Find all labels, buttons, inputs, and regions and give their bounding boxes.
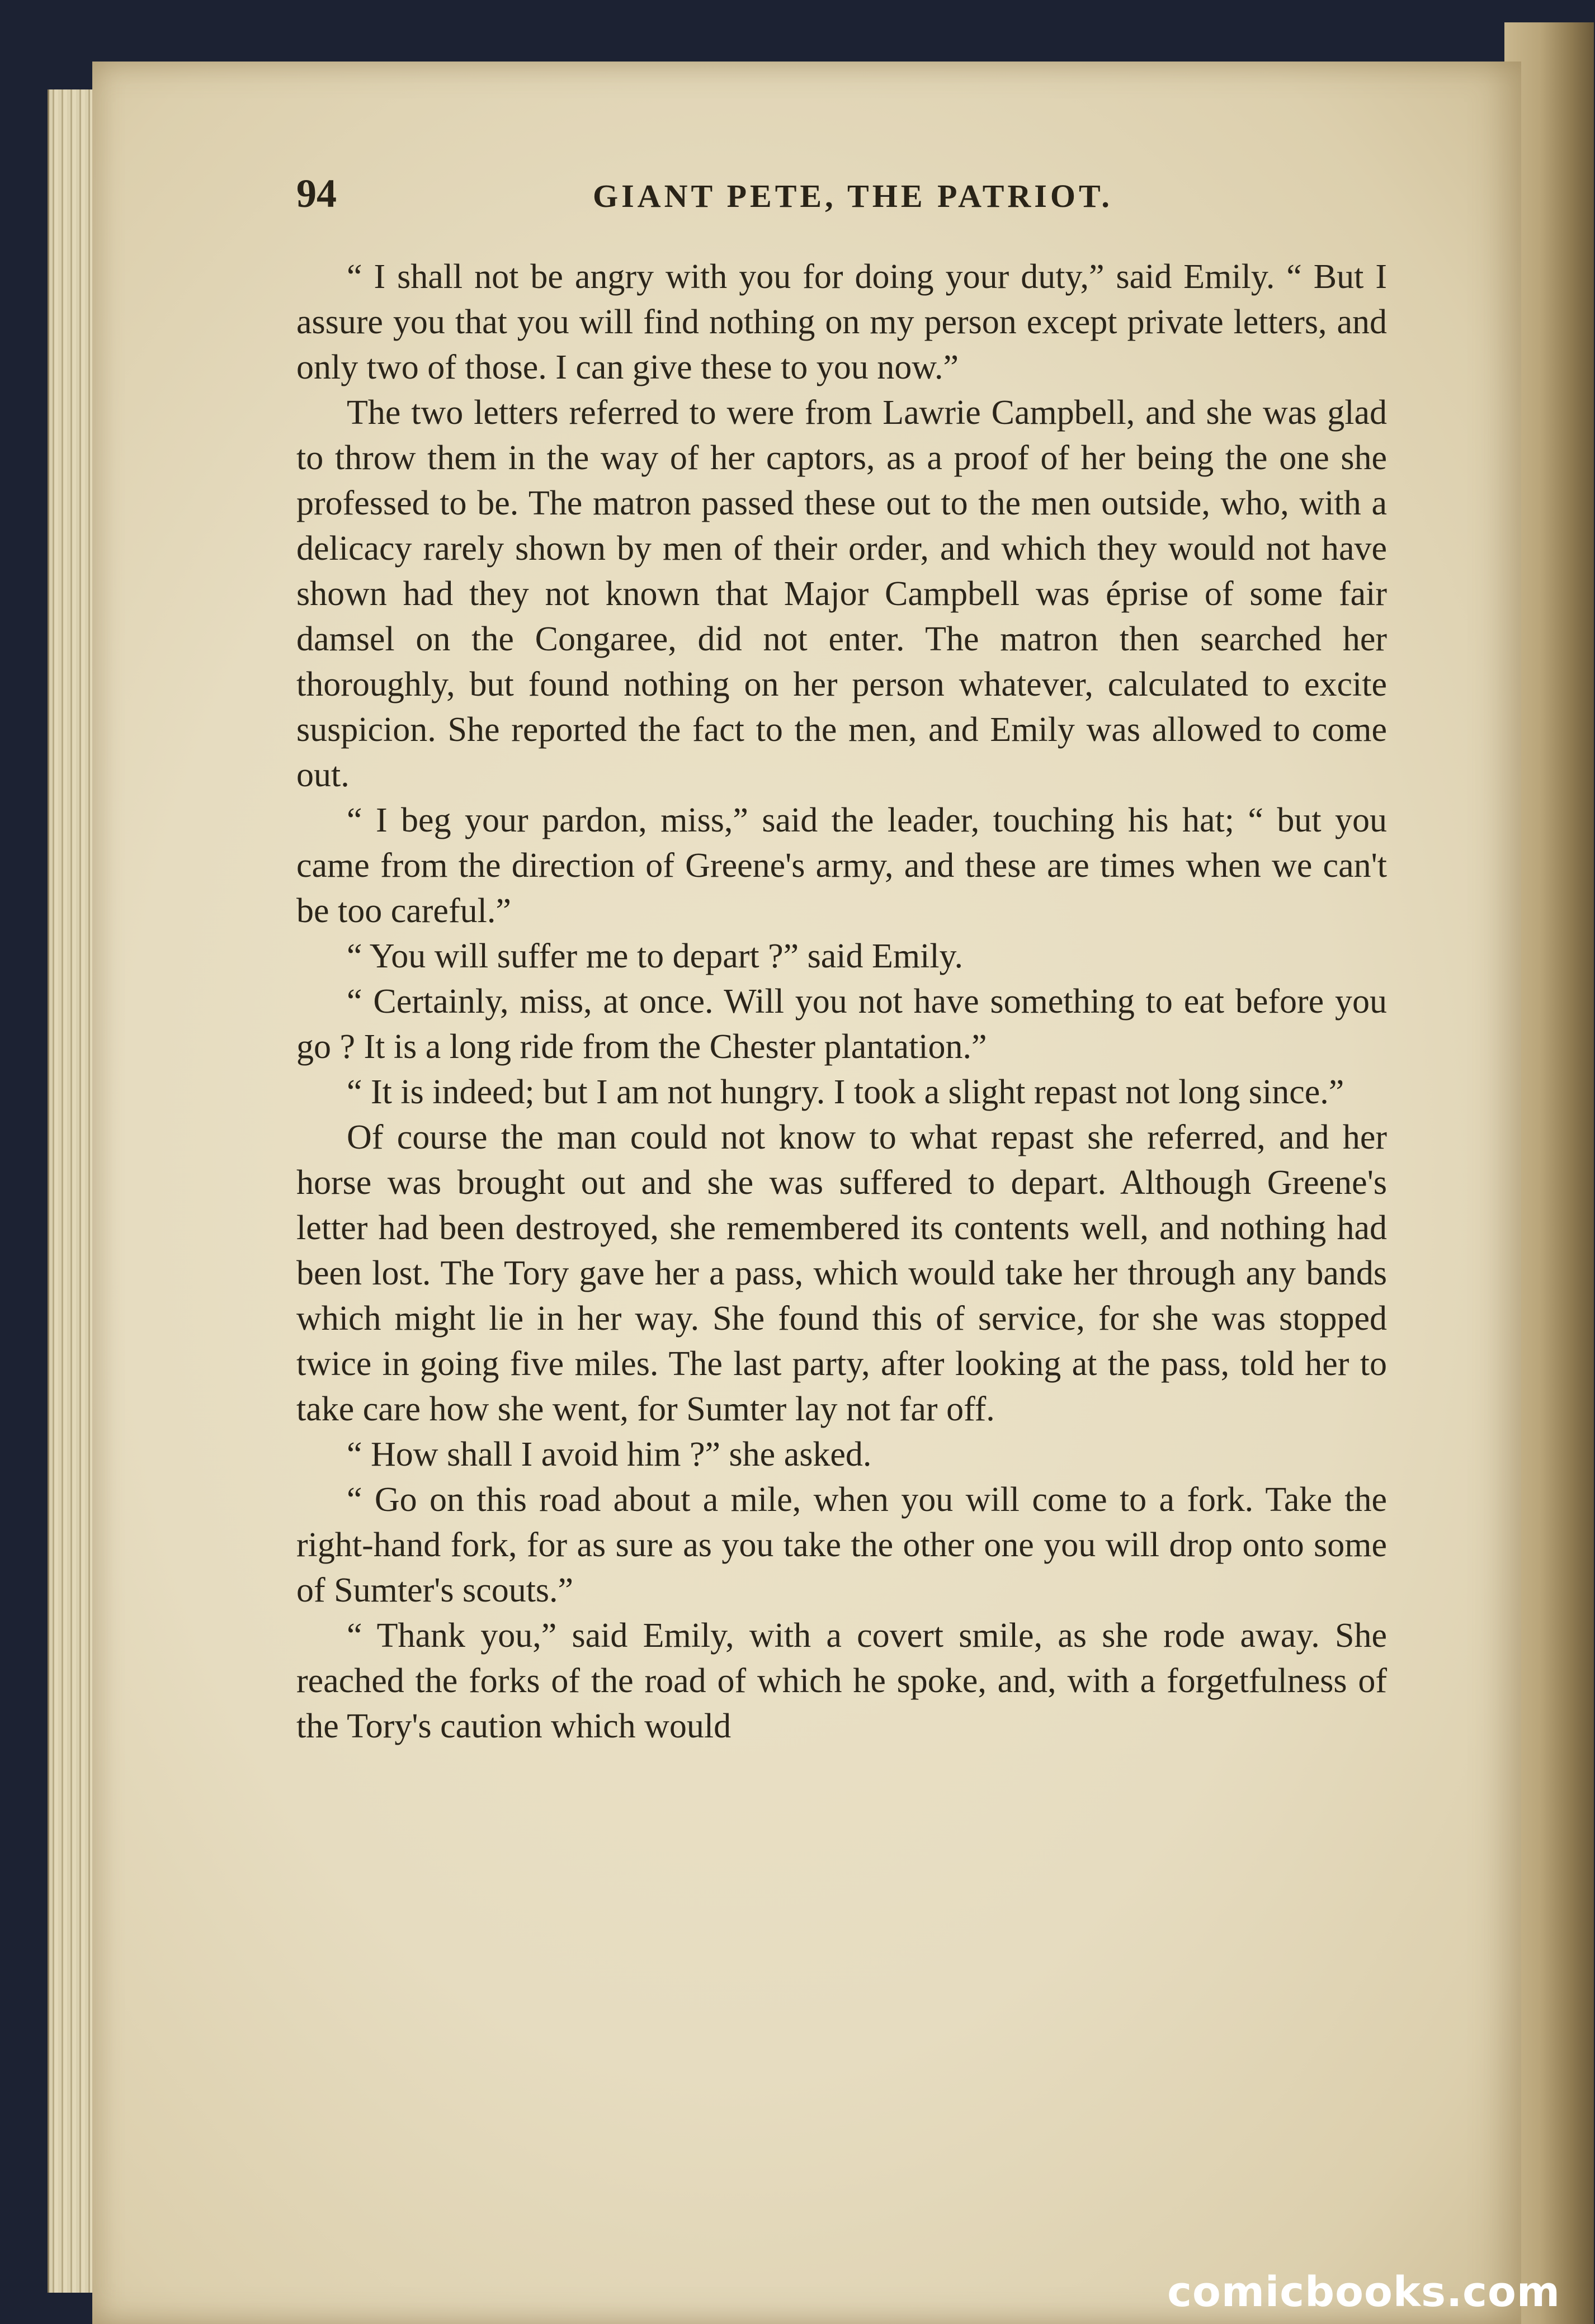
- paragraph: “ Thank you,” said Emily, with a covert smile, as she rode away. She reached the forks of the road of which he spoke, and, with a forgetfulness of the Tory's caution which would: [296, 1617, 1387, 1745]
- running-title: GIANT PETE, THE PATRIOT.: [593, 178, 1113, 214]
- paragraph: “ I shall not be angry with you for doing your duty,” said Emily. “ But I assure you that you will find nothing on my person except private letters, and only two of those. I can give these to you now.”: [296, 258, 1387, 386]
- page-number: 94: [296, 171, 337, 216]
- paragraph: Of course the man could not know to what repast she referred, and her horse was brought out and she was suffered to depart. Although Greene's letter had been destroyed, she remembered its contents well, and nothing had been lost. The Tory gave her a pass, which would take her through any bands which might lie in her way. She found this of service, for she was stopped twice in going five miles. The last party, after looking at the pass, told her to take care how she went, for Sumter lay not far off.: [296, 1118, 1387, 1428]
- paragraph: The two letters referred to were from Lawrie Campbell, and she was glad to throw them in the way of her captors, as a proof of her being the one she professed to be. The matron passed these out to the men outside, who, with a delicacy rarely shown by men of their order, and which they would not have shown had they not known that Major Campbell was éprise of some fair damsel on the Congaree, did not enter. The matron then searched her thoroughly, but found nothing on her person whatever, calculated to excite suspicion. She reported the fact to the men, and Emily was allowed to come out.: [296, 394, 1387, 794]
- site-watermark: comicbooks.com: [1167, 2268, 1560, 2316]
- page-header: [296, 171, 1387, 221]
- paragraph: “ Go on this road about a mile, when you will come to a fork. Take the right-hand fork, for as sure as you take the other one you will drop onto some of Sumter's scouts.”: [296, 1481, 1387, 1609]
- paragraph: “ It is indeed; but I am not hungry. I took a slight repast not long since.”: [347, 1073, 1344, 1111]
- paragraph: “ Certainly, miss, at once. Will you not have something to eat before you go ? It is a long ride from the Chester plantation.”: [296, 982, 1387, 1066]
- body-text: [296, 254, 1387, 1749]
- paragraph: “ How shall I avoid him ?” she asked.: [347, 1435, 872, 1473]
- paragraph: “ You will suffer me to depart ?” said Emily.: [347, 937, 964, 975]
- paragraph: “ I beg your pardon, miss,” said the leader, touching his hat; “ but you came from the direction of Greene's army, and these are times when we can't be too careful.”: [296, 801, 1387, 930]
